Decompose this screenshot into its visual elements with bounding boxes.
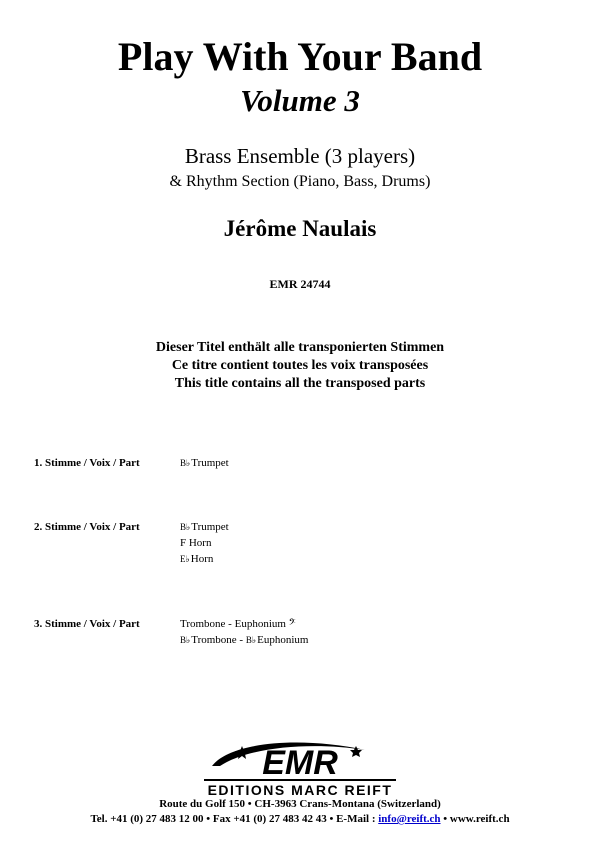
publisher-address: Route du Golf 150 • CH-3963 Crans-Montana (Switzerland) xyxy=(159,798,441,810)
part-3-instrument-2: B♭Trombone - B♭Euphonium xyxy=(180,634,309,646)
part-1-label: 1. Stimme / Voix / Part xyxy=(34,457,140,469)
part-2-instrument-2: F Horn xyxy=(180,537,212,549)
rhythm-section-line: & Rhythm Section (Piano, Bass, Drums) xyxy=(169,173,431,190)
publisher-name: EDITIONS MARC REIFT xyxy=(207,782,393,798)
score-title: Play With Your Band xyxy=(117,34,483,79)
part-3-label: 3. Stimme / Voix / Part xyxy=(34,618,140,630)
ensemble-line: Brass Ensemble (3 players) xyxy=(184,144,416,168)
logo-wordmark: EMR xyxy=(262,744,338,782)
composer-name: Jérôme Naulais xyxy=(223,216,377,241)
email-link[interactable]: info@reift.ch xyxy=(378,813,441,825)
flat-sign-icon: B♭ xyxy=(180,522,191,532)
score-subtitle: Volume 3 xyxy=(240,83,360,118)
flat-sign-icon: B♭ xyxy=(180,458,191,468)
website[interactable]: • www.reift.ch xyxy=(443,813,510,825)
part-2-label: 2. Stimme / Voix / Part xyxy=(34,521,140,533)
fax: Fax +41 (0) 27 483 42 43 • xyxy=(212,813,334,825)
note-german: Dieser Titel enthält alle transponierten Stimmen xyxy=(155,340,445,355)
part-2-instrument-3: E♭Horn xyxy=(180,553,214,565)
flat-sign-icon: B♭ xyxy=(245,635,257,645)
note-english: This title contains all the transposed parts xyxy=(174,376,426,391)
publisher-contact xyxy=(0,812,600,826)
flat-sign-icon: E♭ xyxy=(180,554,190,564)
catalog-number: EMR 24744 xyxy=(269,277,331,291)
emr-logo-icon xyxy=(150,736,450,800)
flat-sign-icon: B♭ xyxy=(180,635,191,645)
note-french: Ce titre contient toutes les voix transposées xyxy=(171,358,429,373)
telephone: Tel. +41 (0) 27 483 12 00 • xyxy=(90,813,211,825)
part-3-instrument-1: Trombone - Euphonium 𝄢 xyxy=(180,618,296,630)
email-label: E-Mail : xyxy=(336,813,376,825)
part-2-instrument-1: B♭Trumpet xyxy=(180,521,229,533)
part-1-instrument-1: B♭Trumpet xyxy=(180,457,229,469)
